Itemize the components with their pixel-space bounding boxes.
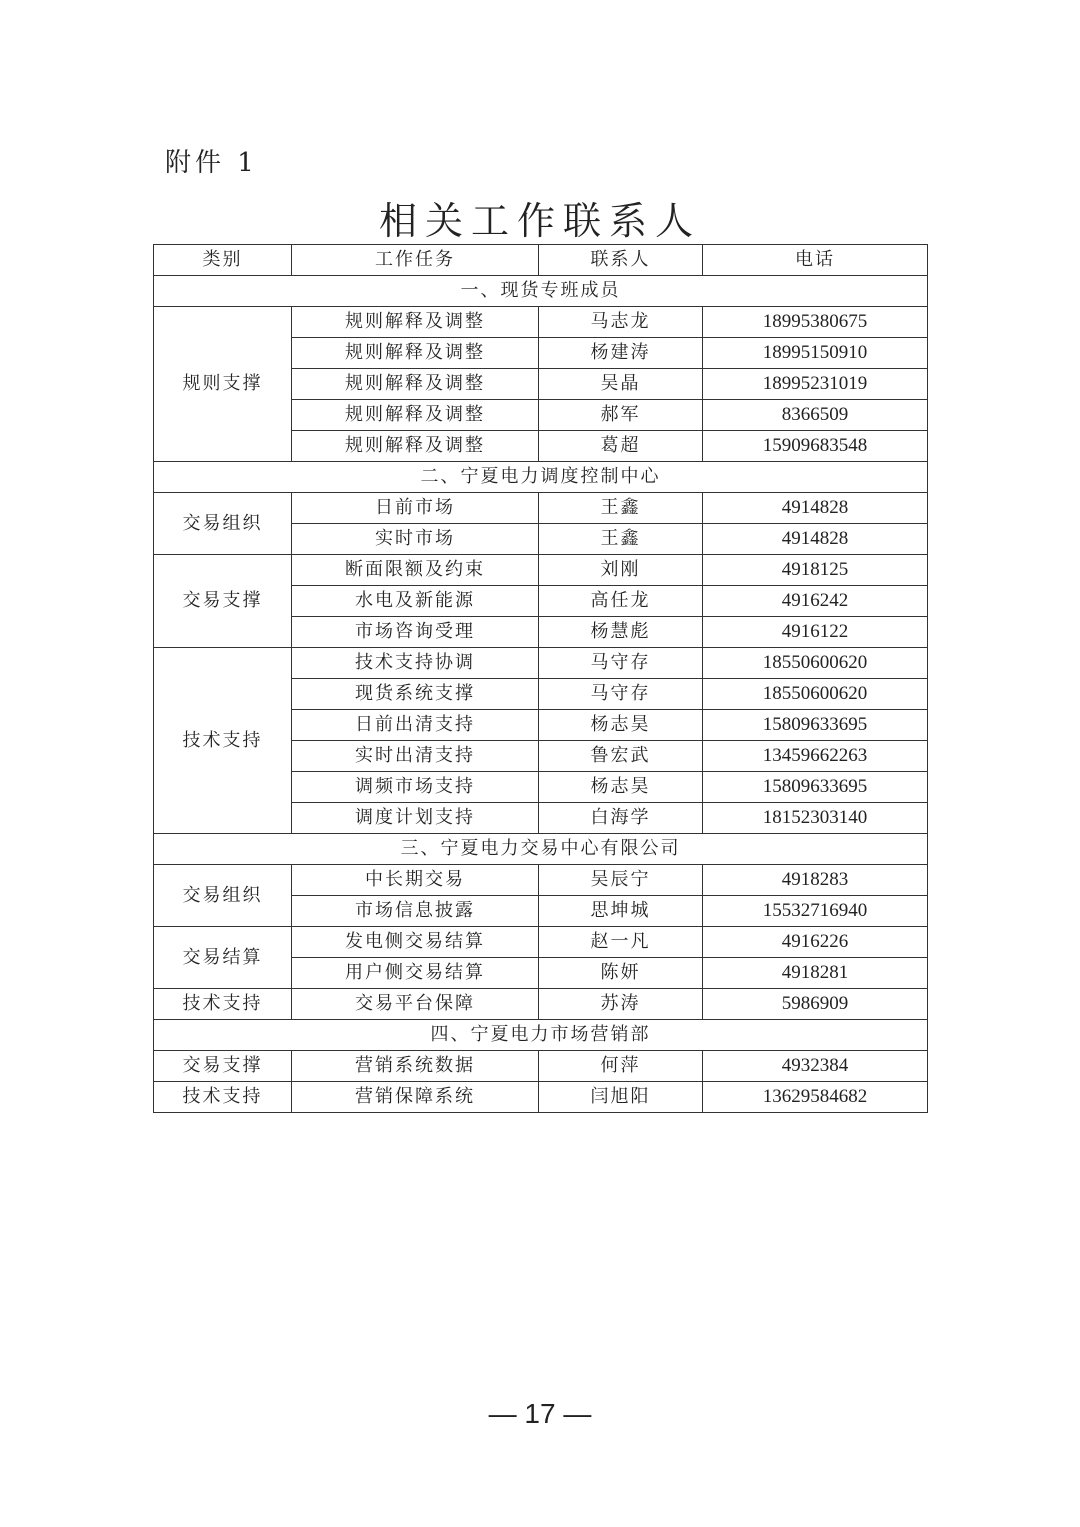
category-cell: 交易支撑 xyxy=(154,555,292,648)
contact-cell: 赵一凡 xyxy=(539,927,703,958)
section-heading: 一、现货专班成员 xyxy=(154,276,928,307)
table-row xyxy=(154,555,928,586)
contact-cell: 杨志昊 xyxy=(539,772,703,803)
table-row xyxy=(154,927,928,958)
category-cell: 交易结算 xyxy=(154,927,292,989)
contact-cell: 马守存 xyxy=(539,679,703,710)
contact-cell: 白海学 xyxy=(539,803,703,834)
phone-cell: 15809633695 xyxy=(703,710,928,741)
table-row xyxy=(154,1051,928,1082)
category-cell: 技术支持 xyxy=(154,648,292,834)
phone-cell: 4918283 xyxy=(703,865,928,896)
task-cell: 调频市场支持 xyxy=(292,772,539,803)
contact-cell: 王鑫 xyxy=(539,493,703,524)
phone-cell: 15809633695 xyxy=(703,772,928,803)
header-phone: 电话 xyxy=(703,245,928,276)
task-cell: 技术支持协调 xyxy=(292,648,539,679)
phone-cell: 4918281 xyxy=(703,958,928,989)
phone-cell: 4916242 xyxy=(703,586,928,617)
section-heading-row xyxy=(154,462,928,493)
phone-cell: 18152303140 xyxy=(703,803,928,834)
phone-cell: 4916122 xyxy=(703,617,928,648)
category-cell: 规则支撑 xyxy=(154,307,292,462)
section-heading: 四、宁夏电力市场营销部 xyxy=(154,1020,928,1051)
header-task: 工作任务 xyxy=(292,245,539,276)
table-header-row xyxy=(154,245,928,276)
table-row xyxy=(154,493,928,524)
contact-cell: 葛超 xyxy=(539,431,703,462)
phone-cell: 18995231019 xyxy=(703,369,928,400)
phone-cell: 18995150910 xyxy=(703,338,928,369)
header-contact: 联系人 xyxy=(539,245,703,276)
task-cell: 调度计划支持 xyxy=(292,803,539,834)
contact-cell: 高任龙 xyxy=(539,586,703,617)
task-cell: 市场咨询受理 xyxy=(292,617,539,648)
section-heading: 三、宁夏电力交易中心有限公司 xyxy=(154,834,928,865)
phone-cell: 15532716940 xyxy=(703,896,928,927)
contact-cell: 杨慧彪 xyxy=(539,617,703,648)
task-cell: 规则解释及调整 xyxy=(292,400,539,431)
table-row xyxy=(154,648,928,679)
page-number: — 17 — xyxy=(488,1398,592,1429)
task-cell: 日前出清支持 xyxy=(292,710,539,741)
attachment-label: 附件 1 xyxy=(165,148,258,178)
table-row xyxy=(154,307,928,338)
contact-cell: 刘刚 xyxy=(539,555,703,586)
phone-cell: 13629584682 xyxy=(703,1082,928,1113)
phone-cell: 13459662263 xyxy=(703,741,928,772)
task-cell: 实时市场 xyxy=(292,524,539,555)
section-heading-row xyxy=(154,1020,928,1051)
category-cell: 交易组织 xyxy=(154,493,292,555)
section-heading-row xyxy=(154,834,928,865)
phone-cell: 8366509 xyxy=(703,400,928,431)
phone-cell: 4932384 xyxy=(703,1051,928,1082)
phone-cell: 4918125 xyxy=(703,555,928,586)
phone-cell: 15909683548 xyxy=(703,431,928,462)
document-title: 相关工作联系人 xyxy=(378,199,701,243)
phone-cell: 18550600620 xyxy=(703,679,928,710)
phone-cell: 18550600620 xyxy=(703,648,928,679)
contact-cell: 吴晶 xyxy=(539,369,703,400)
task-cell: 发电侧交易结算 xyxy=(292,927,539,958)
contact-cell: 何萍 xyxy=(539,1051,703,1082)
phone-cell: 4914828 xyxy=(703,493,928,524)
contacts-table xyxy=(153,244,928,1113)
phone-cell: 5986909 xyxy=(703,989,928,1020)
contact-cell: 闫旭阳 xyxy=(539,1082,703,1113)
task-cell: 市场信息披露 xyxy=(292,896,539,927)
task-cell: 交易平台保障 xyxy=(292,989,539,1020)
task-cell: 现货系统支撑 xyxy=(292,679,539,710)
category-cell: 交易支撑 xyxy=(154,1051,292,1082)
contact-cell: 鲁宏武 xyxy=(539,741,703,772)
section-heading: 二、宁夏电力调度控制中心 xyxy=(154,462,928,493)
task-cell: 用户侧交易结算 xyxy=(292,958,539,989)
contact-cell: 王鑫 xyxy=(539,524,703,555)
task-cell: 中长期交易 xyxy=(292,865,539,896)
section-heading-row xyxy=(154,276,928,307)
table-row xyxy=(154,1082,928,1113)
task-cell: 实时出清支持 xyxy=(292,741,539,772)
phone-cell: 4914828 xyxy=(703,524,928,555)
contact-cell: 苏涛 xyxy=(539,989,703,1020)
contact-cell: 马守存 xyxy=(539,648,703,679)
task-cell: 规则解释及调整 xyxy=(292,338,539,369)
task-cell: 规则解释及调整 xyxy=(292,307,539,338)
task-cell: 营销系统数据 xyxy=(292,1051,539,1082)
contact-cell: 郝军 xyxy=(539,400,703,431)
table-row xyxy=(154,865,928,896)
phone-cell: 4916226 xyxy=(703,927,928,958)
task-cell: 水电及新能源 xyxy=(292,586,539,617)
contact-cell: 杨建涛 xyxy=(539,338,703,369)
table-row xyxy=(154,989,928,1020)
contact-cell: 吴辰宁 xyxy=(539,865,703,896)
category-cell: 交易组织 xyxy=(154,865,292,927)
contact-cell: 杨志昊 xyxy=(539,710,703,741)
contact-cell: 陈妍 xyxy=(539,958,703,989)
phone-cell: 18995380675 xyxy=(703,307,928,338)
task-cell: 规则解释及调整 xyxy=(292,369,539,400)
task-cell: 营销保障系统 xyxy=(292,1082,539,1113)
category-cell: 技术支持 xyxy=(154,1082,292,1113)
task-cell: 日前市场 xyxy=(292,493,539,524)
header-category: 类别 xyxy=(154,245,292,276)
contact-cell: 思坤城 xyxy=(539,896,703,927)
category-cell: 技术支持 xyxy=(154,989,292,1020)
task-cell: 规则解释及调整 xyxy=(292,431,539,462)
contact-cell: 马志龙 xyxy=(539,307,703,338)
task-cell: 断面限额及约束 xyxy=(292,555,539,586)
